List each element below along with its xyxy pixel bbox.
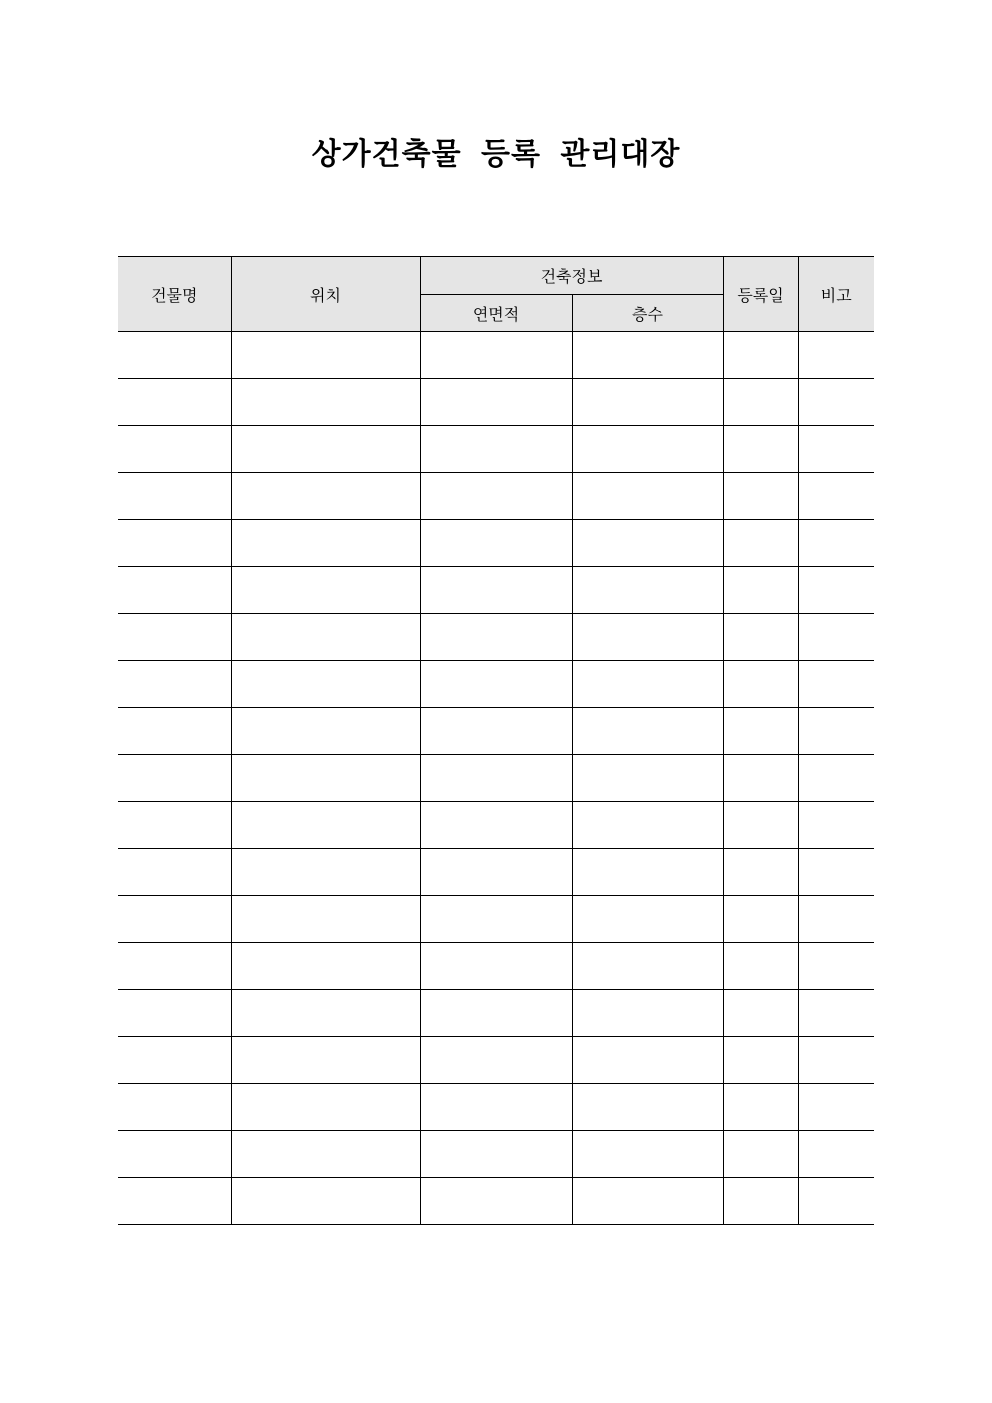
cell-registration-date[interactable] [723,567,798,614]
cell-floor-area[interactable] [420,1178,572,1225]
cell-floors[interactable] [572,1084,723,1131]
cell-building-name[interactable] [118,755,231,802]
table-row [118,426,874,473]
cell-floor-area[interactable] [420,896,572,943]
cell-floors[interactable] [572,332,723,379]
cell-floor-area[interactable] [420,849,572,896]
cell-location[interactable] [231,896,420,943]
cell-floor-area[interactable] [420,943,572,990]
table-row [118,332,874,379]
cell-floor-area[interactable] [420,755,572,802]
cell-floor-area[interactable] [420,1037,572,1084]
cell-building-name[interactable] [118,1178,231,1225]
table-row [118,990,874,1037]
cell-location[interactable] [231,990,420,1037]
cell-floor-area[interactable] [420,1131,572,1178]
cell-floors[interactable] [572,943,723,990]
cell-floor-area[interactable] [420,426,572,473]
cell-location[interactable] [231,426,420,473]
cell-remarks[interactable] [798,614,874,661]
cell-registration-date[interactable] [723,708,798,755]
cell-building-name[interactable] [118,708,231,755]
cell-remarks[interactable] [798,473,874,520]
cell-registration-date[interactable] [723,661,798,708]
header-floors: 층수 [572,295,723,332]
cell-registration-date[interactable] [723,896,798,943]
table-row [118,661,874,708]
cell-registration-date[interactable] [723,332,798,379]
cell-registration-date[interactable] [723,802,798,849]
cell-location[interactable] [231,567,420,614]
cell-location[interactable] [231,1178,420,1225]
cell-registration-date[interactable] [723,426,798,473]
cell-remarks[interactable] [798,802,874,849]
cell-floors[interactable] [572,426,723,473]
cell-location[interactable] [231,943,420,990]
cell-registration-date[interactable] [723,1131,798,1178]
table-row [118,849,874,896]
cell-location[interactable] [231,332,420,379]
cell-floors[interactable] [572,567,723,614]
header-floor-area: 연면적 [420,295,572,332]
cell-registration-date[interactable] [723,755,798,802]
cell-location[interactable] [231,1084,420,1131]
cell-registration-date[interactable] [723,520,798,567]
cell-building-name[interactable] [118,1037,231,1084]
cell-floors[interactable] [572,1037,723,1084]
cell-floor-area[interactable] [420,379,572,426]
cell-building-name[interactable] [118,473,231,520]
cell-registration-date[interactable] [723,379,798,426]
cell-remarks[interactable] [798,379,874,426]
table-row [118,379,874,426]
cell-registration-date[interactable] [723,990,798,1037]
cell-building-name[interactable] [118,1131,231,1178]
cell-building-name[interactable] [118,426,231,473]
table-header [118,257,874,332]
cell-remarks[interactable] [798,990,874,1037]
cell-registration-date[interactable] [723,943,798,990]
cell-registration-date[interactable] [723,1037,798,1084]
table-row [118,896,874,943]
cell-building-name[interactable] [118,379,231,426]
cell-remarks[interactable] [798,755,874,802]
cell-remarks[interactable] [798,1084,874,1131]
cell-floors[interactable] [572,1178,723,1225]
page-title: 상가건축물 등록 관리대장 [311,137,681,172]
cell-location[interactable] [231,708,420,755]
cell-floors[interactable] [572,614,723,661]
cell-floor-area[interactable] [420,990,572,1037]
cell-location[interactable] [231,661,420,708]
table-row [118,567,874,614]
cell-floor-area[interactable] [420,332,572,379]
cell-location[interactable] [231,379,420,426]
cell-building-name[interactable] [118,567,231,614]
cell-location[interactable] [231,755,420,802]
table-row [118,1178,874,1225]
cell-floors[interactable] [572,755,723,802]
cell-building-name[interactable] [118,614,231,661]
cell-registration-date[interactable] [723,849,798,896]
cell-building-name[interactable] [118,849,231,896]
cell-location[interactable] [231,802,420,849]
cell-remarks[interactable] [798,1131,874,1178]
cell-floors[interactable] [572,661,723,708]
table-row [118,755,874,802]
cell-registration-date[interactable] [723,1178,798,1225]
header-location: 위치 [231,257,420,332]
cell-floors[interactable] [572,802,723,849]
table-row [118,473,874,520]
table-row [118,943,874,990]
cell-building-name[interactable] [118,661,231,708]
cell-floors[interactable] [572,473,723,520]
table-row [118,1037,874,1084]
cell-registration-date[interactable] [723,1084,798,1131]
cell-floors[interactable] [572,379,723,426]
cell-building-name[interactable] [118,1084,231,1131]
register-table [118,256,874,1225]
cell-floor-area[interactable] [420,708,572,755]
table-row [118,614,874,661]
cell-remarks[interactable] [798,567,874,614]
cell-floor-area[interactable] [420,567,572,614]
table-row [118,708,874,755]
header-building-name: 건물명 [118,257,231,332]
cell-floor-area[interactable] [420,614,572,661]
cell-floors[interactable] [572,896,723,943]
cell-location[interactable] [231,1037,420,1084]
cell-floor-area[interactable] [420,1084,572,1131]
cell-floor-area[interactable] [420,473,572,520]
cell-floor-area[interactable] [420,520,572,567]
cell-floor-area[interactable] [420,661,572,708]
table-body [118,332,874,1225]
header-remarks: 비고 [798,257,874,332]
cell-floor-area[interactable] [420,802,572,849]
table-row [118,520,874,567]
cell-remarks[interactable] [798,708,874,755]
cell-floors[interactable] [572,849,723,896]
cell-remarks[interactable] [798,849,874,896]
cell-building-name[interactable] [118,332,231,379]
cell-remarks[interactable] [798,426,874,473]
cell-remarks[interactable] [798,1178,874,1225]
cell-floors[interactable] [572,708,723,755]
cell-remarks[interactable] [798,661,874,708]
cell-location[interactable] [231,614,420,661]
cell-location[interactable] [231,473,420,520]
table-row [118,802,874,849]
table-row [118,1131,874,1178]
cell-registration-date[interactable] [723,614,798,661]
cell-location[interactable] [231,1131,420,1178]
cell-remarks[interactable] [798,1037,874,1084]
header-registration-date: 등록일 [723,257,798,332]
cell-building-name[interactable] [118,896,231,943]
cell-floors[interactable] [572,520,723,567]
cell-remarks[interactable] [798,332,874,379]
cell-remarks[interactable] [798,520,874,567]
cell-location[interactable] [231,520,420,567]
cell-floors[interactable] [572,990,723,1037]
header-building-info: 건축정보 [420,257,723,295]
cell-building-name[interactable] [118,943,231,990]
cell-registration-date[interactable] [723,473,798,520]
cell-floors[interactable] [572,1131,723,1178]
cell-location[interactable] [231,849,420,896]
cell-remarks[interactable] [798,943,874,990]
cell-building-name[interactable] [118,990,231,1037]
table-row [118,1084,874,1131]
cell-remarks[interactable] [798,896,874,943]
cell-building-name[interactable] [118,802,231,849]
cell-building-name[interactable] [118,520,231,567]
